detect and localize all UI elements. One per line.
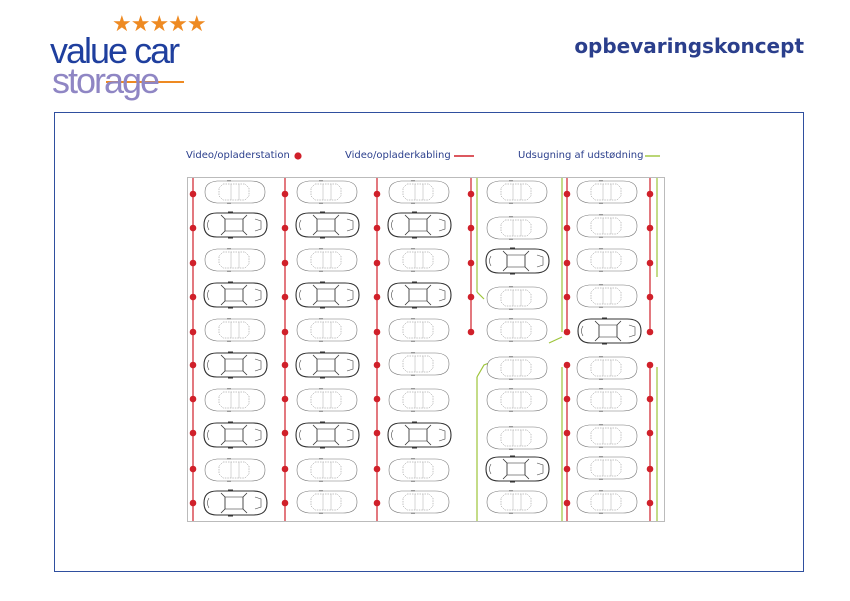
parked-car <box>577 356 637 380</box>
parked-car <box>389 458 449 482</box>
charging-station-dot <box>564 294 571 301</box>
parked-car <box>297 458 357 482</box>
parked-car <box>577 284 637 308</box>
parked-car-dark <box>296 422 359 449</box>
parked-car <box>389 490 449 514</box>
charging-station-dot <box>190 362 197 369</box>
parked-car <box>487 318 547 342</box>
charging-station-dot <box>282 430 289 437</box>
charging-station-dot <box>282 500 289 507</box>
parked-car-dark <box>388 422 451 449</box>
parked-car <box>297 248 357 272</box>
parked-car <box>389 180 449 204</box>
parked-car <box>389 352 449 376</box>
charging-station-dot <box>647 329 654 336</box>
charging-station-dot <box>190 260 197 267</box>
parked-car <box>389 318 449 342</box>
parked-car-dark <box>204 422 267 449</box>
charging-station-dot <box>468 329 475 336</box>
parked-car <box>487 490 547 514</box>
charging-station-dot <box>190 294 197 301</box>
charging-station-dot <box>468 225 475 232</box>
charging-station-dot <box>374 294 381 301</box>
parked-car-dark <box>296 352 359 379</box>
charging-station-dot <box>374 225 381 232</box>
parked-car-dark <box>388 212 451 239</box>
parked-car <box>577 248 637 272</box>
charging-station-dot <box>647 466 654 473</box>
parked-car <box>297 318 357 342</box>
charging-station-dot <box>374 362 381 369</box>
parked-car-dark <box>296 282 359 309</box>
charging-station-dot <box>282 225 289 232</box>
charging-station-dot <box>647 430 654 437</box>
parked-car <box>205 180 265 204</box>
parked-car <box>577 214 637 238</box>
parked-car <box>487 356 547 380</box>
parked-car <box>577 490 637 514</box>
charging-station-dot <box>564 500 571 507</box>
charging-station-dot <box>374 500 381 507</box>
logo-text-storage: storage <box>52 60 159 101</box>
parked-car-dark <box>204 212 267 239</box>
parked-car <box>487 388 547 412</box>
charging-station-dot <box>564 191 571 198</box>
charging-station-dot <box>374 329 381 336</box>
charging-station-dot <box>564 260 571 267</box>
charging-station-dot <box>190 430 197 437</box>
parked-car <box>487 286 547 310</box>
parked-car <box>297 180 357 204</box>
charging-station-dot <box>190 225 197 232</box>
charging-station-dot <box>564 430 571 437</box>
legend-exhaust-label: Udsugning af udstødning <box>518 150 644 161</box>
charging-station-dot <box>468 294 475 301</box>
parked-car-dark <box>296 212 359 239</box>
charging-station-dot <box>564 396 571 403</box>
charging-station-dot <box>282 466 289 473</box>
charging-station-dot <box>374 260 381 267</box>
parking-lot-plan <box>187 177 665 522</box>
charging-station-dot <box>190 396 197 403</box>
parked-car <box>487 180 547 204</box>
charging-station-dot <box>190 191 197 198</box>
parked-car <box>577 180 637 204</box>
parked-car <box>205 248 265 272</box>
parked-car <box>297 490 357 514</box>
parked-car-dark <box>204 282 267 309</box>
charging-station-dot <box>468 191 475 198</box>
charging-station-dot <box>190 329 197 336</box>
charging-station-dot <box>282 396 289 403</box>
charging-station-dot <box>190 500 197 507</box>
parked-car-dark <box>486 456 549 483</box>
charging-station-dot <box>647 396 654 403</box>
parked-car-dark <box>578 318 641 345</box>
charging-station-dot <box>647 294 654 301</box>
charging-station-dot <box>282 294 289 301</box>
parked-car <box>577 456 637 480</box>
parked-car-dark <box>204 352 267 379</box>
charging-station-dot <box>282 191 289 198</box>
parked-car <box>297 388 357 412</box>
parked-car <box>487 216 547 240</box>
parked-car <box>389 388 449 412</box>
logo <box>46 14 226 106</box>
charging-station-dot <box>374 396 381 403</box>
parked-car-dark <box>204 490 267 517</box>
charging-station-dot <box>647 260 654 267</box>
page-title: opbevaringskoncept <box>574 34 804 58</box>
parked-car-dark <box>388 282 451 309</box>
charging-station-dot <box>282 362 289 369</box>
parked-car <box>389 248 449 272</box>
charging-station-dot <box>374 191 381 198</box>
charging-station-dot <box>282 260 289 267</box>
charging-station-dot <box>564 225 571 232</box>
charging-station-dot <box>647 362 654 369</box>
charging-station-dot <box>190 466 197 473</box>
charging-station-dot <box>564 466 571 473</box>
charging-station-dot <box>282 329 289 336</box>
charging-station-dot <box>374 466 381 473</box>
parked-car <box>577 388 637 412</box>
parked-car <box>487 426 547 450</box>
parked-car-dark <box>486 248 549 275</box>
charging-station-dot <box>647 500 654 507</box>
logo-text-value-car: value car <box>50 30 179 71</box>
charging-station-dot <box>468 260 475 267</box>
charging-station-dot <box>647 225 654 232</box>
charging-station-dot <box>374 430 381 437</box>
legend-cabling-label: Video/opladerkabling <box>345 150 451 161</box>
parked-car <box>205 318 265 342</box>
charging-station-dot <box>647 191 654 198</box>
charging-station-dot <box>564 362 571 369</box>
parked-car <box>577 424 637 448</box>
charging-station-dot <box>564 329 571 336</box>
parked-car <box>205 388 265 412</box>
legend-station-label: Video/opladerstation <box>186 150 290 161</box>
parked-car <box>205 458 265 482</box>
rating-stars-icon: ★★★★★ <box>112 12 206 37</box>
